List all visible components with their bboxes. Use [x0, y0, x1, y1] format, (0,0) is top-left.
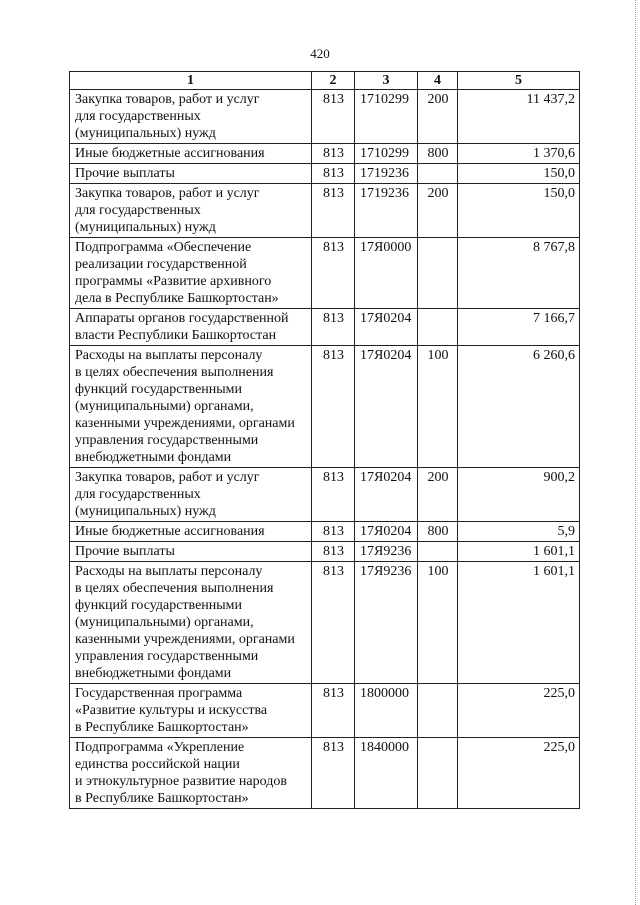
- scan-edge-line: [635, 0, 636, 905]
- row-item-cell: 1710299: [355, 90, 418, 144]
- row-amount-cell: 5,9: [458, 522, 580, 542]
- column-header-2: 2: [312, 72, 355, 90]
- row-code-cell: 813: [312, 346, 355, 468]
- row-type-cell: 100: [418, 562, 458, 684]
- row-amount-cell: 11 437,2: [458, 90, 580, 144]
- row-item-cell: 17Я0204: [355, 522, 418, 542]
- row-item-cell: 17Я0204: [355, 468, 418, 522]
- table-row: [70, 562, 580, 684]
- row-type-cell: [418, 738, 458, 809]
- row-name-cell: Расходы на выплаты персоналу в целях обеспечения выполнения функций государственными (муниципальными) органами, казенными учреждениями, органами управления государственными внебюджетными фондами: [70, 346, 312, 468]
- row-type-cell: [418, 309, 458, 346]
- row-amount-cell: 225,0: [458, 684, 580, 738]
- row-item-cell: 17Я0000: [355, 238, 418, 309]
- row-name-cell: Прочие выплаты: [70, 542, 312, 562]
- row-name-cell: Закупка товаров, работ и услуг для государственных (муниципальных) нужд: [70, 90, 312, 144]
- row-amount-cell: 6 260,6: [458, 346, 580, 468]
- table-row: [70, 144, 580, 164]
- row-name-cell: Закупка товаров, работ и услуг для государственных (муниципальных) нужд: [70, 184, 312, 238]
- row-amount-cell: 7 166,7: [458, 309, 580, 346]
- row-code-cell: 813: [312, 542, 355, 562]
- row-type-cell: 200: [418, 184, 458, 238]
- row-code-cell: 813: [312, 238, 355, 309]
- table-row: [70, 309, 580, 346]
- row-item-cell: 17Я0204: [355, 346, 418, 468]
- column-header-4: 4: [418, 72, 458, 90]
- row-item-cell: 1840000: [355, 738, 418, 809]
- row-code-cell: 813: [312, 522, 355, 542]
- budget-table: [69, 71, 580, 809]
- row-type-cell: 800: [418, 522, 458, 542]
- row-code-cell: 813: [312, 184, 355, 238]
- row-code-cell: 813: [312, 468, 355, 522]
- column-header-3: 3: [355, 72, 418, 90]
- table-header-row: [70, 72, 580, 90]
- row-name-cell: Иные бюджетные ассигнования: [70, 522, 312, 542]
- row-type-cell: [418, 164, 458, 184]
- table-row: [70, 346, 580, 468]
- row-code-cell: 813: [312, 164, 355, 184]
- row-code-cell: 813: [312, 90, 355, 144]
- row-type-cell: 800: [418, 144, 458, 164]
- row-type-cell: [418, 238, 458, 309]
- table-row: [70, 468, 580, 522]
- table-row: [70, 684, 580, 738]
- table-row: [70, 238, 580, 309]
- row-name-cell: Иные бюджетные ассигнования: [70, 144, 312, 164]
- row-name-cell: Аппараты органов государственной власти Республики Башкортостан: [70, 309, 312, 346]
- row-amount-cell: 150,0: [458, 184, 580, 238]
- table-row: [70, 738, 580, 809]
- row-item-cell: 1719236: [355, 164, 418, 184]
- row-amount-cell: 1 601,1: [458, 542, 580, 562]
- table-row: [70, 542, 580, 562]
- row-type-cell: [418, 684, 458, 738]
- row-type-cell: [418, 542, 458, 562]
- row-name-cell: Закупка товаров, работ и услуг для государственных (муниципальных) нужд: [70, 468, 312, 522]
- row-code-cell: 813: [312, 562, 355, 684]
- row-name-cell: Расходы на выплаты персоналу в целях обеспечения выполнения функций государственными (муниципальными) органами, казенными учреждениями, органами управления государственными внебюджетными фондами: [70, 562, 312, 684]
- row-item-cell: 1800000: [355, 684, 418, 738]
- row-name-cell: Подпрограмма «Укрепление единства российской нации и этнокультурное развитие народов в Республике Башкортостан»: [70, 738, 312, 809]
- row-item-cell: 17Я0204: [355, 309, 418, 346]
- row-code-cell: 813: [312, 684, 355, 738]
- row-amount-cell: 8 767,8: [458, 238, 580, 309]
- row-code-cell: 813: [312, 144, 355, 164]
- row-amount-cell: 225,0: [458, 738, 580, 809]
- row-amount-cell: 1 601,1: [458, 562, 580, 684]
- column-header-5: 5: [458, 72, 580, 90]
- row-amount-cell: 1 370,6: [458, 144, 580, 164]
- table-row: [70, 164, 580, 184]
- table-body: [70, 90, 580, 809]
- row-amount-cell: 150,0: [458, 164, 580, 184]
- column-header-1: 1: [70, 72, 312, 90]
- row-name-cell: Подпрограмма «Обеспечение реализации государственной программы «Развитие архивного дела в Республике Башкортостан»: [70, 238, 312, 309]
- row-type-cell: 100: [418, 346, 458, 468]
- row-type-cell: 200: [418, 468, 458, 522]
- row-code-cell: 813: [312, 738, 355, 809]
- row-item-cell: 17Я9236: [355, 562, 418, 684]
- row-amount-cell: 900,2: [458, 468, 580, 522]
- row-item-cell: 1710299: [355, 144, 418, 164]
- row-type-cell: 200: [418, 90, 458, 144]
- table-row: [70, 522, 580, 542]
- table-row: [70, 90, 580, 144]
- row-code-cell: 813: [312, 309, 355, 346]
- row-name-cell: Государственная программа «Развитие культуры и искусства в Республике Башкортостан»: [70, 684, 312, 738]
- row-item-cell: 1719236: [355, 184, 418, 238]
- page-number: 420: [310, 46, 330, 61]
- row-name-cell: Прочие выплаты: [70, 164, 312, 184]
- row-item-cell: 17Я9236: [355, 542, 418, 562]
- table-row: [70, 184, 580, 238]
